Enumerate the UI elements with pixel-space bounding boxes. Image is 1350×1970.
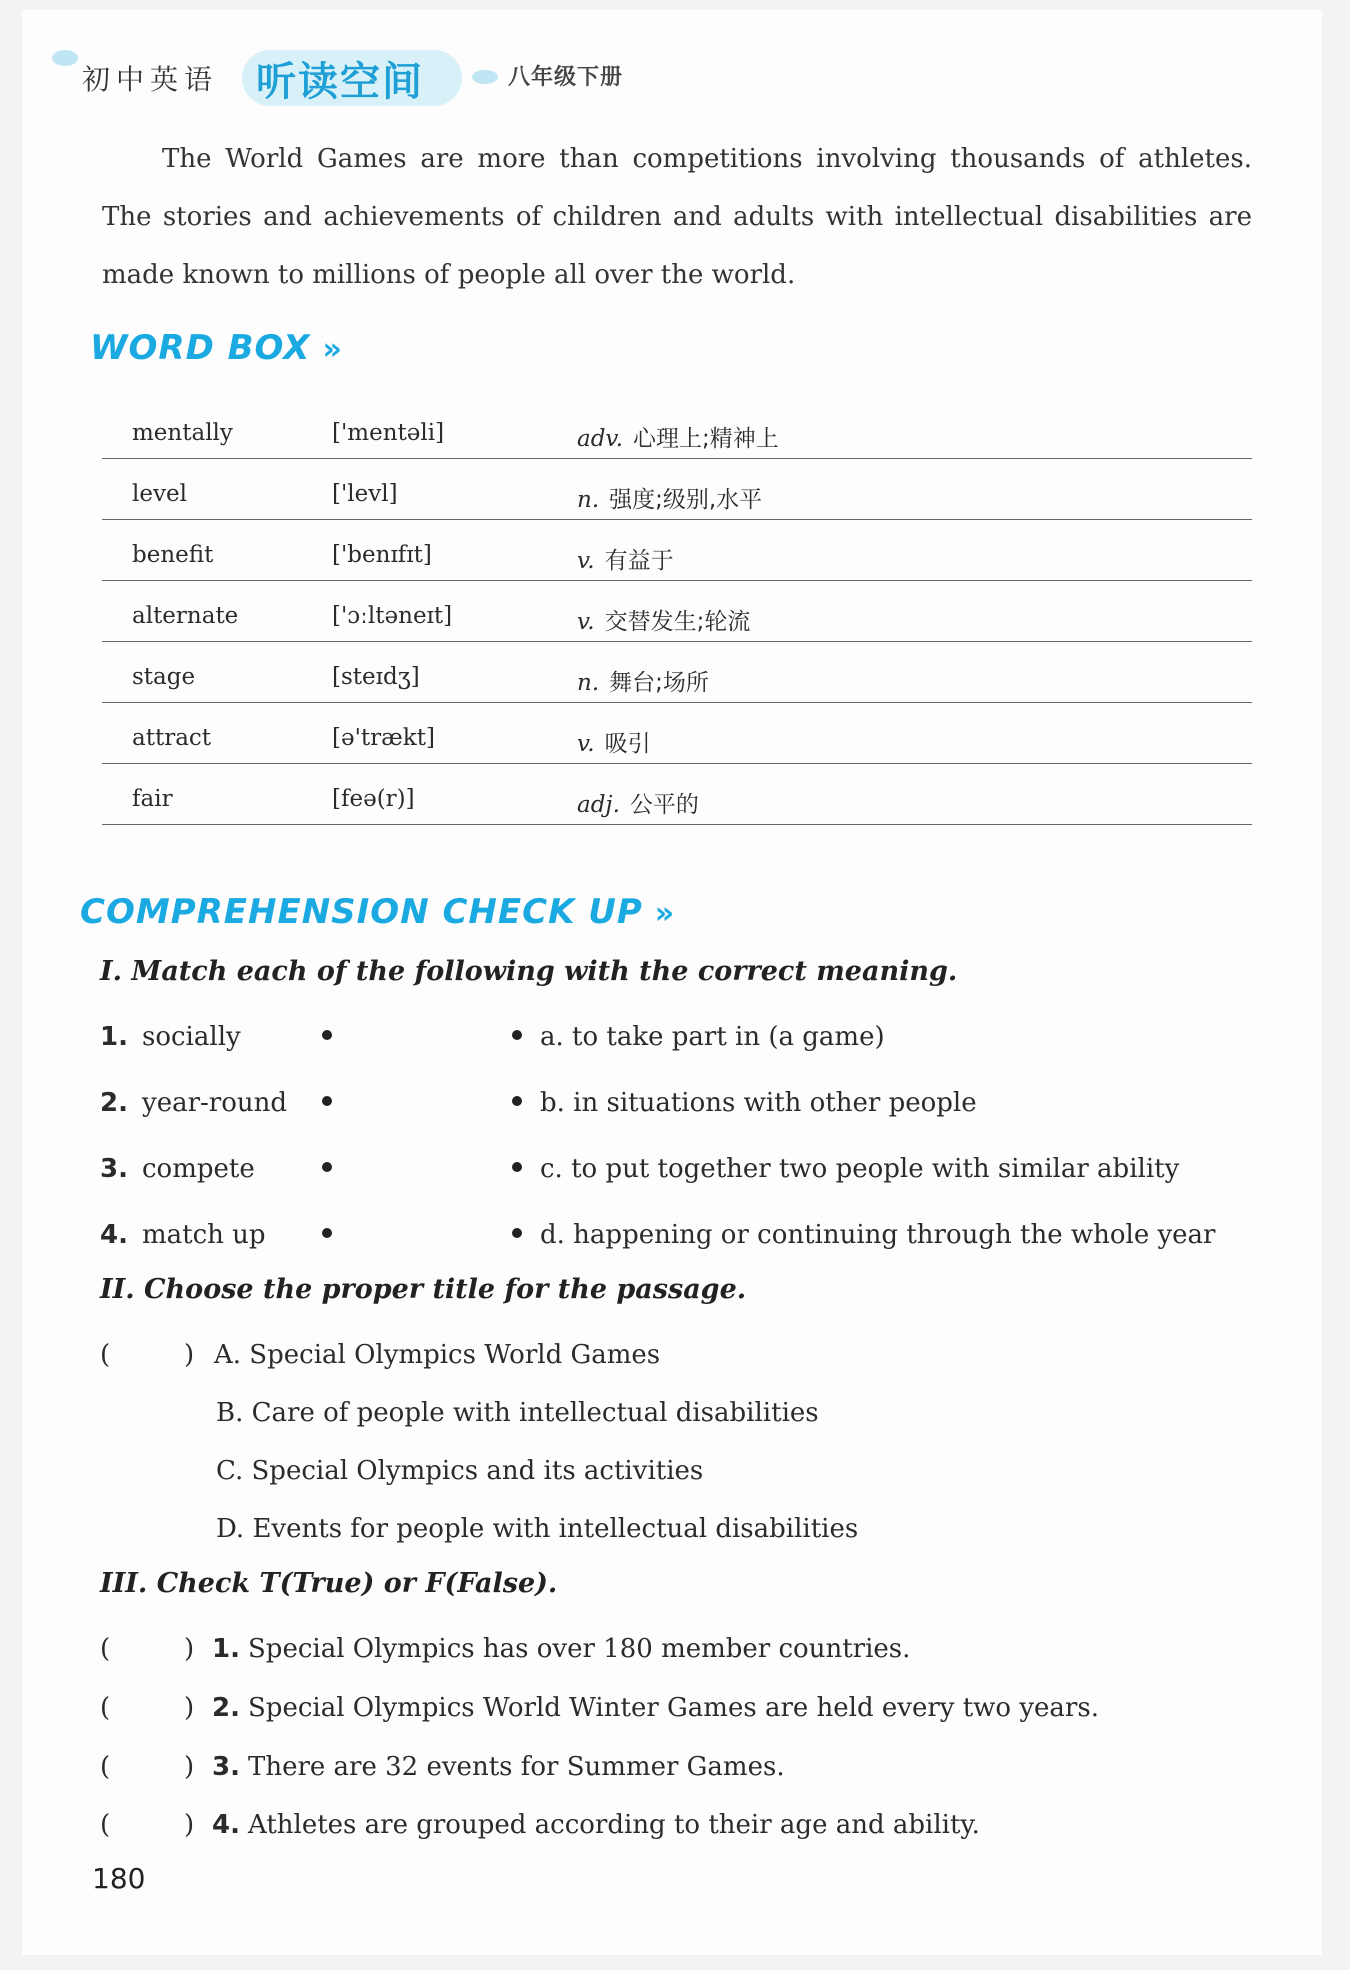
match-dot-right[interactable] xyxy=(512,1030,522,1040)
vocab-part-of-speech: v. xyxy=(577,548,595,574)
vocab-meaning-cell xyxy=(577,420,779,453)
vocab-part-of-speech: adj. xyxy=(577,792,620,818)
cloud-icon xyxy=(472,70,498,84)
word-box-row xyxy=(102,398,1252,459)
vocab-part-of-speech: v. xyxy=(577,609,595,635)
double-chevron-icon: » xyxy=(654,896,676,931)
statement-text: There are 32 events for Summer Games. xyxy=(248,1752,785,1782)
option-text: C. Special Olympics and its activities xyxy=(216,1456,704,1486)
item-number: 4. xyxy=(212,1810,240,1840)
statement-text: Special Olympics World Winter Games are held every two years. xyxy=(248,1693,1099,1723)
brand-title: 听读空间 xyxy=(256,59,424,105)
vocab-word: level xyxy=(132,481,187,507)
match-meaning: a. to take part in (a game) xyxy=(540,1022,885,1052)
match-dot-left[interactable] xyxy=(322,1228,332,1238)
series-title: 初中英语 xyxy=(82,63,219,96)
answer-blank-close[interactable]: ) xyxy=(184,1752,195,1782)
vocab-meaning-cell xyxy=(577,664,709,697)
match-dot-right[interactable] xyxy=(512,1162,522,1172)
vocab-phonetic: [steɪdʒ] xyxy=(332,664,420,690)
vocab-meaning: 有益于 xyxy=(604,548,674,574)
statement-text: Special Olympics has over 180 member countries. xyxy=(248,1634,911,1664)
match-row xyxy=(100,1154,1270,1194)
item-number: 2. xyxy=(100,1088,128,1118)
answer-blank-open[interactable]: ( xyxy=(100,1634,111,1664)
item-number: 1. xyxy=(100,1022,128,1052)
word-box-row xyxy=(102,642,1252,703)
vocab-phonetic: ['ɔːltəneɪt] xyxy=(332,603,453,629)
word-box-row xyxy=(102,520,1252,581)
grade-label: 八年级下册 xyxy=(508,65,624,90)
match-term: socially xyxy=(142,1022,241,1052)
vocab-part-of-speech: v. xyxy=(577,731,595,757)
word-box-title-text: WORD BOX xyxy=(90,328,311,368)
match-dot-left[interactable] xyxy=(322,1162,332,1172)
vocab-meaning: 心理上;精神上 xyxy=(633,426,779,452)
vocab-meaning: 吸引 xyxy=(604,731,651,757)
vocab-word: mentally xyxy=(132,420,233,446)
item-number: 1. xyxy=(212,1634,240,1664)
vocab-part-of-speech: n. xyxy=(577,670,600,696)
page-header xyxy=(52,40,752,120)
word-box-row xyxy=(102,581,1252,642)
statement-text: Athletes are grouped according to their age and ability. xyxy=(248,1810,980,1840)
vocab-phonetic: ['mentəli] xyxy=(332,420,445,446)
match-dot-left[interactable] xyxy=(322,1096,332,1106)
match-row xyxy=(100,1022,1270,1062)
word-box-row xyxy=(102,703,1252,764)
word-box-title xyxy=(90,328,343,368)
match-dot-right[interactable] xyxy=(512,1228,522,1238)
double-chevron-icon: » xyxy=(322,332,343,367)
vocab-phonetic: [feə(r)] xyxy=(332,786,415,812)
vocab-word: alternate xyxy=(132,603,239,629)
vocab-meaning: 强度;级别,水平 xyxy=(609,487,763,513)
vocab-meaning-cell xyxy=(577,725,651,758)
option-text: B. Care of people with intellectual disabilities xyxy=(216,1398,819,1428)
bubble-decoration xyxy=(52,50,78,66)
vocab-word: attract xyxy=(132,725,212,751)
vocab-part-of-speech: n. xyxy=(577,487,600,513)
item-number: 3. xyxy=(212,1752,240,1782)
vocab-phonetic: [ə'trækt] xyxy=(332,725,435,751)
word-box-row xyxy=(102,764,1252,825)
brand-logo xyxy=(242,44,472,114)
word-box-table xyxy=(102,398,1252,825)
answer-blank-open[interactable]: ( xyxy=(100,1693,111,1723)
answer-blank-open[interactable]: ( xyxy=(100,1810,111,1840)
vocab-meaning-cell xyxy=(577,481,762,514)
match-meaning: c. to put together two people with similar ability xyxy=(540,1154,1180,1184)
vocab-meaning-cell xyxy=(577,542,674,575)
vocab-phonetic: ['levl] xyxy=(332,481,398,507)
match-row xyxy=(100,1220,1270,1260)
match-term: match up xyxy=(142,1220,266,1250)
vocab-meaning: 交替发生;轮流 xyxy=(604,609,751,635)
item-number: 4. xyxy=(100,1220,128,1250)
match-dot-right[interactable] xyxy=(512,1096,522,1106)
vocab-word: benefit xyxy=(132,542,214,568)
vocab-part-of-speech: adv. xyxy=(577,426,624,452)
vocab-meaning-cell xyxy=(577,786,699,819)
match-meaning: d. happening or continuing through the whole year xyxy=(540,1220,1216,1250)
answer-blank-close[interactable]: ) xyxy=(184,1810,195,1840)
match-term: year-round xyxy=(142,1088,288,1118)
vocab-meaning-cell xyxy=(577,603,750,636)
answer-blank-close[interactable]: ) xyxy=(184,1340,195,1370)
comprehension-title xyxy=(80,892,675,932)
part3-heading: III. Check T(True) or F(False). xyxy=(100,1568,558,1599)
page-number: 180 xyxy=(92,1862,146,1895)
answer-blank-close[interactable]: ) xyxy=(184,1693,195,1723)
part1-heading: I. Match each of the following with the correct meaning. xyxy=(100,956,958,987)
intro-paragraph: The World Games are more than competitions involving thousands of athletes. The stories and achievements of children and adults with intellectual disabilities are made known to millions of people all over the world. xyxy=(102,144,1252,290)
vocab-word: fair xyxy=(132,786,173,812)
part2-heading: II. Choose the proper title for the passage. xyxy=(100,1274,747,1305)
match-meaning: b. in situations with other people xyxy=(540,1088,977,1118)
answer-blank-close[interactable]: ) xyxy=(184,1634,195,1664)
option-text: D. Events for people with intellectual disabilities xyxy=(216,1514,859,1544)
answer-blank-open[interactable]: ( xyxy=(100,1340,111,1370)
word-box-row xyxy=(102,459,1252,520)
vocab-word: stage xyxy=(132,664,196,690)
match-row xyxy=(100,1088,1270,1128)
item-number: 3. xyxy=(100,1154,128,1184)
item-number: 2. xyxy=(212,1693,240,1723)
answer-blank-open[interactable]: ( xyxy=(100,1752,111,1782)
comprehension-title-text: COMPREHENSION CHECK UP xyxy=(80,892,643,932)
textbook-page xyxy=(22,10,1322,1955)
vocab-meaning: 舞台;场所 xyxy=(609,670,709,696)
match-term: compete xyxy=(142,1154,255,1184)
vocab-meaning: 公平的 xyxy=(629,792,699,818)
vocab-phonetic: ['benɪfɪt] xyxy=(332,542,432,568)
option-text: A. Special Olympics World Games xyxy=(214,1340,661,1370)
match-dot-left[interactable] xyxy=(322,1030,332,1040)
